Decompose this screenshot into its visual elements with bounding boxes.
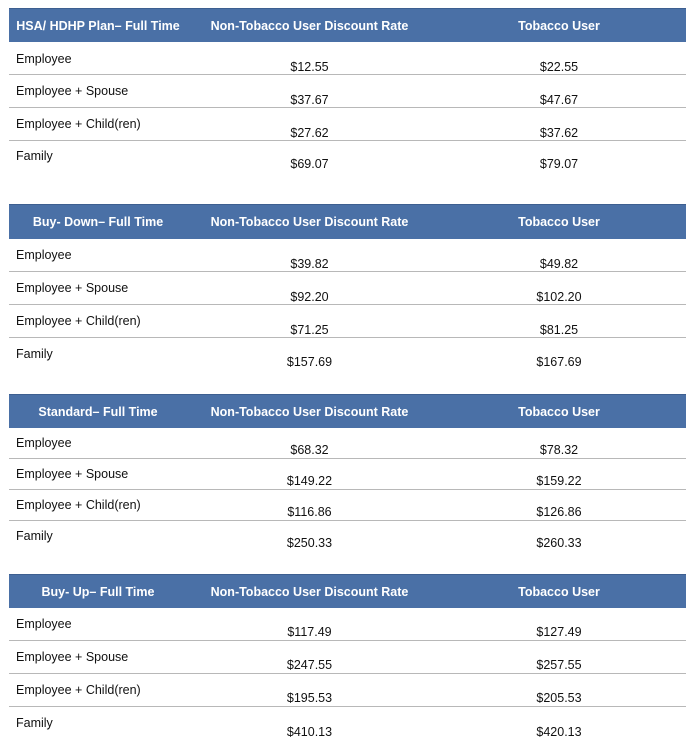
tobacco-rate: $127.49 <box>536 625 582 639</box>
tier-label: Employee <box>16 52 72 66</box>
non-tobacco-rate: $71.25 <box>290 323 329 337</box>
table-header <box>9 394 686 428</box>
tier-label: Employee <box>16 248 72 262</box>
tier-label: Family <box>16 149 53 163</box>
table-row <box>9 490 686 521</box>
column-header-tobacco: Tobacco User <box>518 584 600 599</box>
non-tobacco-rate: $92.20 <box>290 290 329 304</box>
non-tobacco-rate: $250.33 <box>286 536 333 550</box>
rate-table-hsa-hdhp <box>9 8 686 177</box>
tier-label: Employee <box>16 436 72 450</box>
table-header <box>9 8 686 42</box>
tobacco-rate: $205.53 <box>536 691 582 705</box>
table-row <box>9 641 686 674</box>
column-header-non-tobacco: Non-Tobacco User Discount Rate <box>210 584 409 599</box>
rate-table-buy-down <box>9 204 686 374</box>
plan-title: HSA/ HDHP Plan– Full Time <box>16 18 180 33</box>
non-tobacco-rate: $27.62 <box>290 126 329 140</box>
rate-table-standard <box>9 394 686 555</box>
tobacco-rate: $167.69 <box>536 355 582 369</box>
tier-label: Employee + Child(ren) <box>16 683 141 697</box>
table-row <box>9 305 686 338</box>
tobacco-rate: $102.20 <box>536 290 582 304</box>
tier-label: Family <box>16 716 53 730</box>
tier-label: Employee + Child(ren) <box>16 498 141 512</box>
plan-title: Buy- Up– Full Time <box>41 584 155 599</box>
table-header <box>9 574 686 608</box>
non-tobacco-rate: $117.49 <box>287 625 332 639</box>
table-row <box>9 608 686 641</box>
table-row <box>9 42 686 75</box>
tobacco-rate: $47.67 <box>539 93 579 107</box>
table-row <box>9 707 686 743</box>
table-row <box>9 272 686 305</box>
non-tobacco-rate: $69.07 <box>290 157 329 171</box>
non-tobacco-rate: $157.69 <box>286 355 333 369</box>
column-header-tobacco: Tobacco User <box>518 404 600 419</box>
tobacco-rate: $260.33 <box>536 536 582 550</box>
non-tobacco-rate: $39.82 <box>290 257 329 271</box>
tier-label: Family <box>16 347 53 361</box>
tier-label: Family <box>16 529 53 543</box>
non-tobacco-rate: $247.55 <box>286 658 333 672</box>
table-row <box>9 674 686 707</box>
tobacco-rate: $257.55 <box>536 658 582 672</box>
column-header-tobacco: Tobacco User <box>518 18 600 33</box>
table-header <box>9 204 686 239</box>
table-row <box>9 428 686 459</box>
tier-label: Employee + Spouse <box>16 281 129 295</box>
tier-label: Employee + Spouse <box>16 84 129 98</box>
tier-label: Employee + Child(ren) <box>16 117 141 131</box>
tobacco-rate: $81.25 <box>539 323 579 337</box>
tobacco-rate: $37.62 <box>539 126 579 140</box>
tier-label: Employee <box>16 617 72 631</box>
non-tobacco-rate: $410.13 <box>286 725 333 739</box>
non-tobacco-rate: $149.22 <box>286 474 333 488</box>
table-row <box>9 75 686 108</box>
plan-title: Buy- Down– Full Time <box>32 215 164 229</box>
table-row <box>9 141 686 177</box>
table-row <box>9 239 686 272</box>
column-header-non-tobacco: Non-Tobacco User Discount Rate <box>210 18 409 33</box>
tobacco-rate: $159.22 <box>536 474 582 488</box>
column-header-non-tobacco: Non-Tobacco User Discount Rate <box>210 215 409 229</box>
column-header-tobacco: Tobacco User <box>518 215 600 229</box>
non-tobacco-rate: $37.67 <box>290 93 329 107</box>
tier-label: Employee + Spouse <box>16 467 129 481</box>
non-tobacco-rate: $12.55 <box>290 60 329 74</box>
tobacco-rate: $79.07 <box>539 157 579 171</box>
column-header-non-tobacco: Non-Tobacco User Discount Rate <box>210 404 409 419</box>
tobacco-rate: $78.32 <box>539 443 579 457</box>
tier-label: Employee + Spouse <box>16 650 129 664</box>
non-tobacco-rate: $195.53 <box>286 691 333 705</box>
table-row <box>9 459 686 490</box>
non-tobacco-rate: $116.86 <box>287 505 332 519</box>
plan-title: Standard– Full Time <box>38 404 158 419</box>
tobacco-rate: $420.13 <box>536 725 582 739</box>
rate-table-buy-up <box>9 574 686 743</box>
table-row <box>9 521 686 555</box>
tobacco-rate: $49.82 <box>539 257 579 271</box>
table-row <box>9 338 686 374</box>
table-row <box>9 108 686 141</box>
tobacco-rate: $126.86 <box>536 505 582 519</box>
non-tobacco-rate: $68.32 <box>290 443 329 457</box>
tier-label: Employee + Child(ren) <box>16 314 141 328</box>
tobacco-rate: $22.55 <box>539 60 579 74</box>
